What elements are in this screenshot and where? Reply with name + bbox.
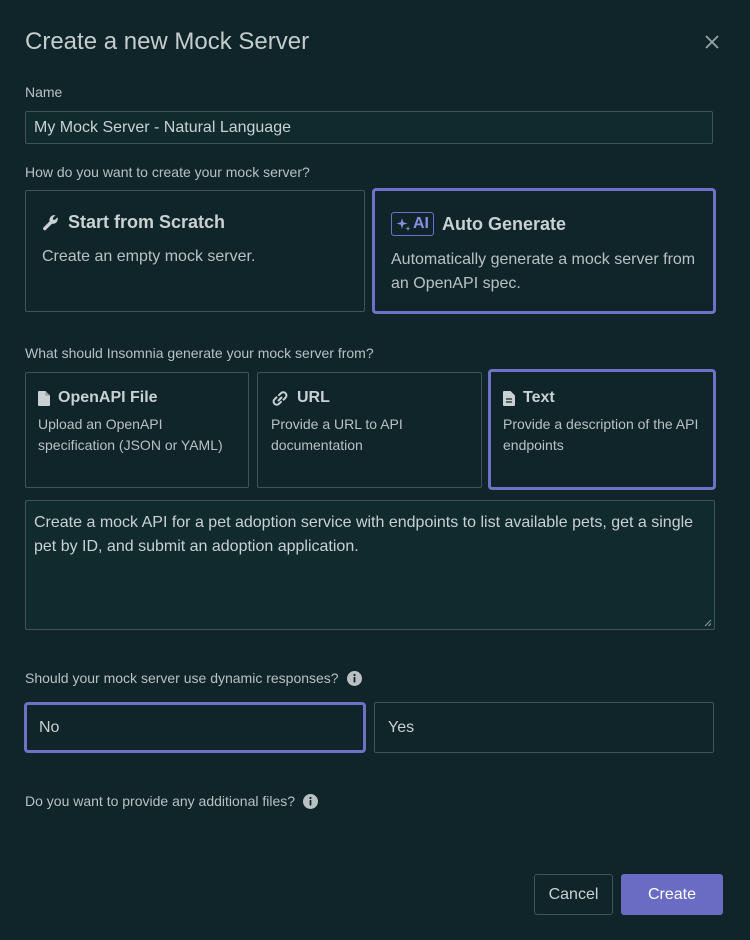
file-icon <box>38 391 50 406</box>
create-button[interactable]: Create <box>621 874 723 915</box>
name-input[interactable]: My Mock Server - Natural Language <box>25 111 713 144</box>
resize-handle-icon[interactable] <box>704 619 712 627</box>
create-method-question: How do you want to create your mock server? <box>25 164 310 180</box>
name-label: Name <box>25 84 63 100</box>
cancel-button[interactable]: Cancel <box>534 874 613 915</box>
option-description: Create an empty mock server. <box>42 248 256 265</box>
source-option-title: Text <box>523 389 555 406</box>
source-option-description: Provide a description of the API endpoints <box>503 416 699 453</box>
additional-files-question: Do you want to provide any additional files? <box>25 793 296 809</box>
info-icon[interactable] <box>347 671 362 686</box>
option-title: Start from Scratch <box>68 212 226 232</box>
page-title: Create a new Mock Server <box>25 28 310 55</box>
ai-badge <box>391 212 434 236</box>
source-option-title: URL <box>297 389 330 406</box>
source-option-url[interactable] <box>257 372 482 488</box>
sparkles-icon <box>396 217 411 232</box>
source-option-description: Provide a URL to API documentation <box>271 416 403 453</box>
source-option-title: OpenAPI File <box>58 389 158 406</box>
dynamic-option-no[interactable]: No <box>24 702 366 753</box>
info-icon[interactable] <box>303 794 318 809</box>
description-textarea[interactable] <box>25 500 715 630</box>
additional-files-row <box>25 793 318 809</box>
dynamic-option-yes[interactable]: Yes <box>374 702 714 753</box>
file-text-icon <box>503 391 515 406</box>
ai-badge-label: AI <box>413 215 429 232</box>
link-icon <box>271 391 289 406</box>
dynamic-responses-question: Should your mock server use dynamic responses? <box>25 670 339 686</box>
description-text: Create a mock API for a pet adoption service with endpoints to list available pets, get a single pet by ID, and submit an adoption application. <box>34 514 694 555</box>
dynamic-responses-row <box>25 670 362 686</box>
source-option-text[interactable] <box>488 369 716 490</box>
option-auto-generate[interactable] <box>372 188 716 314</box>
source-option-description: Upload an OpenAPI specification (JSON or YAML) <box>38 416 223 453</box>
option-title: Auto Generate <box>442 213 567 234</box>
option-description: Automatically generate a mock server from an OpenAPI spec. <box>391 251 696 292</box>
source-option-openapi-file[interactable] <box>25 372 249 488</box>
close-button[interactable] <box>700 30 724 54</box>
close-icon <box>705 35 719 49</box>
source-question: What should Insomnia generate your mock server from? <box>25 345 374 361</box>
option-start-from-scratch[interactable] <box>25 190 365 312</box>
wrench-icon <box>42 214 60 232</box>
